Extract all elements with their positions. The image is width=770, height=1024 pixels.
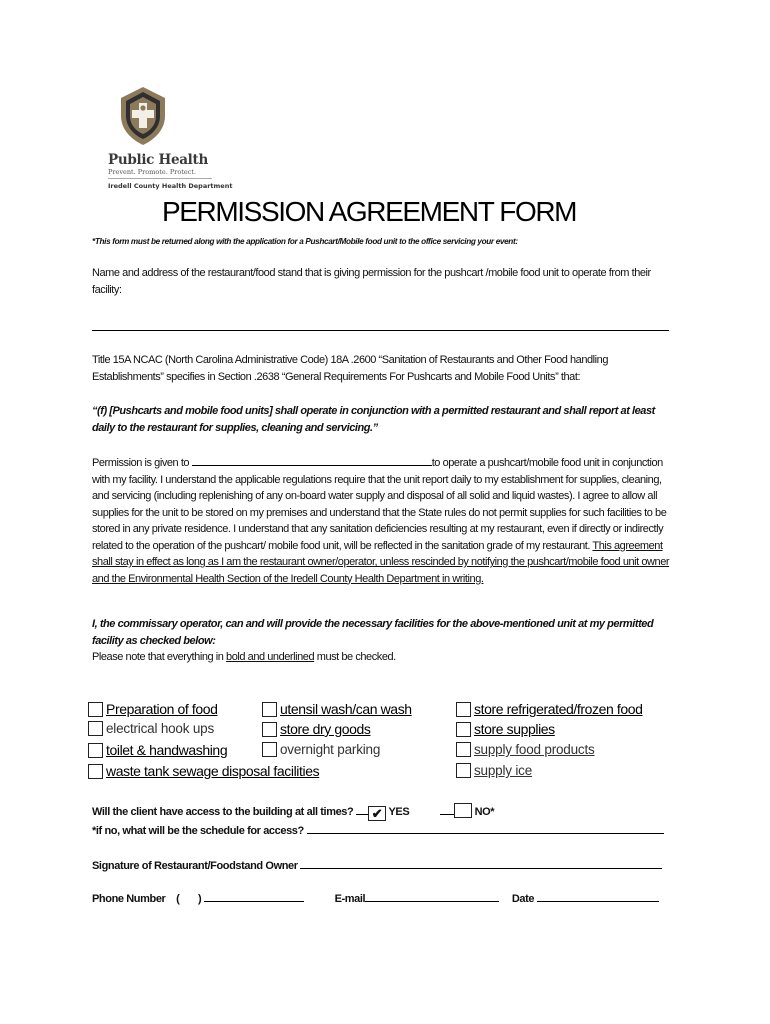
no-checkbox[interactable] (454, 803, 472, 818)
access-schedule-label: *if no, what will be the schedule for access? (92, 825, 304, 837)
permission-prefix: Permission is given to (92, 457, 190, 469)
option-store-refrigerated[interactable]: store refrigerated/frozen food (456, 701, 643, 717)
agreement-duration-text: This agreement shall stay in effect as long as I am the restaurant owner/operator, unless rescinded by notifying the pushcart/mobile food unit owner and the Environmental Health Section of the Iredell County Health Department in writing. (92, 539, 670, 585)
option-toilet-handwashing[interactable]: toilet & handwashing (88, 742, 227, 758)
option-preparation-of-food[interactable]: Preparation of food (88, 701, 217, 717)
option-utensil-wash[interactable]: utensil wash/can wash (262, 701, 412, 717)
form-title: PERMISSION AGREEMENT FORM (162, 196, 577, 227)
name-address-prompt: Name and address of the restaurant/food stand that is giving permission for the pushcart /mobile food unit to operate from their facility: (92, 267, 651, 296)
access-schedule-field[interactable] (307, 822, 664, 834)
option-store-supplies[interactable]: store supplies (456, 721, 555, 737)
signature-row (92, 857, 662, 872)
regulation-text: Title 15A NCAC (North Carolina Administrative Code) 18A .2600 “Sanitation of Restaurants and Other Food handling Establishments” specifies in Section .2638 “General Requirements For Pushcarts and Mobile Food Units” that: (92, 354, 608, 383)
yes-label: YES (388, 806, 410, 818)
name-address-field[interactable] (92, 330, 669, 331)
email-field[interactable] (365, 890, 499, 902)
return-note: *This form must be returned along with the application for a Pushcart/Mobile food unit to the office servicing your event: (92, 237, 518, 246)
logo-divider (108, 178, 212, 179)
signature-field[interactable] (300, 857, 662, 869)
phone-field[interactable] (204, 890, 304, 902)
access-question-row (92, 803, 494, 821)
no-label: NO* (474, 806, 495, 818)
signature-label: Signature of Restaurant/Foodstand Owner (92, 860, 298, 872)
checkbox[interactable] (88, 743, 103, 758)
checkbox[interactable] (456, 742, 471, 757)
option-store-dry-goods[interactable]: store dry goods (262, 721, 371, 737)
checkbox[interactable] (262, 702, 277, 717)
shield-logo-icon (120, 86, 166, 146)
email-label: E-mail (334, 893, 366, 905)
checkbox[interactable] (88, 764, 103, 779)
checkbox[interactable] (456, 763, 471, 778)
checkbox[interactable] (88, 721, 103, 736)
checklist-note: Please note that everything in bold and underlined must be checked. (92, 651, 396, 663)
logo-department: Iredell County Health Department (108, 182, 233, 190)
logo-tagline: Prevent. Promote. Protect. (108, 168, 197, 176)
checkbox[interactable] (262, 742, 277, 757)
date-field[interactable] (537, 890, 659, 902)
logo-name: Public Health (108, 152, 208, 168)
option-supply-food-products[interactable]: supply food products (456, 742, 595, 757)
phone-label: Phone Number (92, 893, 166, 905)
checkbox[interactable] (88, 702, 103, 717)
access-schedule-row (92, 822, 664, 837)
yes-checkbox[interactable] (368, 806, 386, 821)
date-label: Date (511, 893, 535, 905)
permission-paragraph (92, 454, 680, 587)
commissary-statement-block (92, 616, 677, 666)
commissary-statement: I, the commissary operator, can and will provide the necessary facilities for the above-mentioned unit at my permitted facility as checked below: (92, 618, 654, 647)
access-question: Will the client have access to the building at all times? (92, 806, 354, 818)
check-mark-icon: ✔ (371, 806, 383, 821)
contact-row: Phone Number ( ) E-mail Date (92, 890, 672, 905)
checkbox[interactable] (456, 722, 471, 737)
option-overnight-parking[interactable]: overnight parking (262, 742, 380, 757)
permission-body: to operate a pushcart/mobile food unit in conjunction with my facility. I understand the applicable regulations require that the unit report daily to my establishment for supplies, cleaning, and servicing (including replenishing of any on-board water supply and disposal of all solid and liquid wastes). I agree to allow all supplies for the unit to be stored on my premises and understand that the State rules do not permit supplies for such facilities to be stored in any private residence. I understand that any sanitation deficiencies resulting at my restaurant, even if directly or indirectly related to the operation of the pushcart/ mobile food unit, will be reflected in the sanitation grade of my restaurant. (92, 457, 667, 552)
permitted-unit-field[interactable] (192, 454, 432, 466)
regulation-quote: “(f) [Pushcarts and mobile food units] shall operate in conjunction with a permitted restaurant and shall report at least daily to the restaurant for supplies, cleaning and servicing.” (92, 405, 655, 434)
option-electrical-hook-ups[interactable]: electrical hook ups (88, 721, 214, 736)
checkbox[interactable] (262, 722, 277, 737)
option-supply-ice[interactable]: supply ice (456, 763, 532, 778)
checkbox[interactable] (456, 702, 471, 717)
option-waste-tank[interactable]: waste tank sewage disposal facilities (88, 763, 319, 779)
